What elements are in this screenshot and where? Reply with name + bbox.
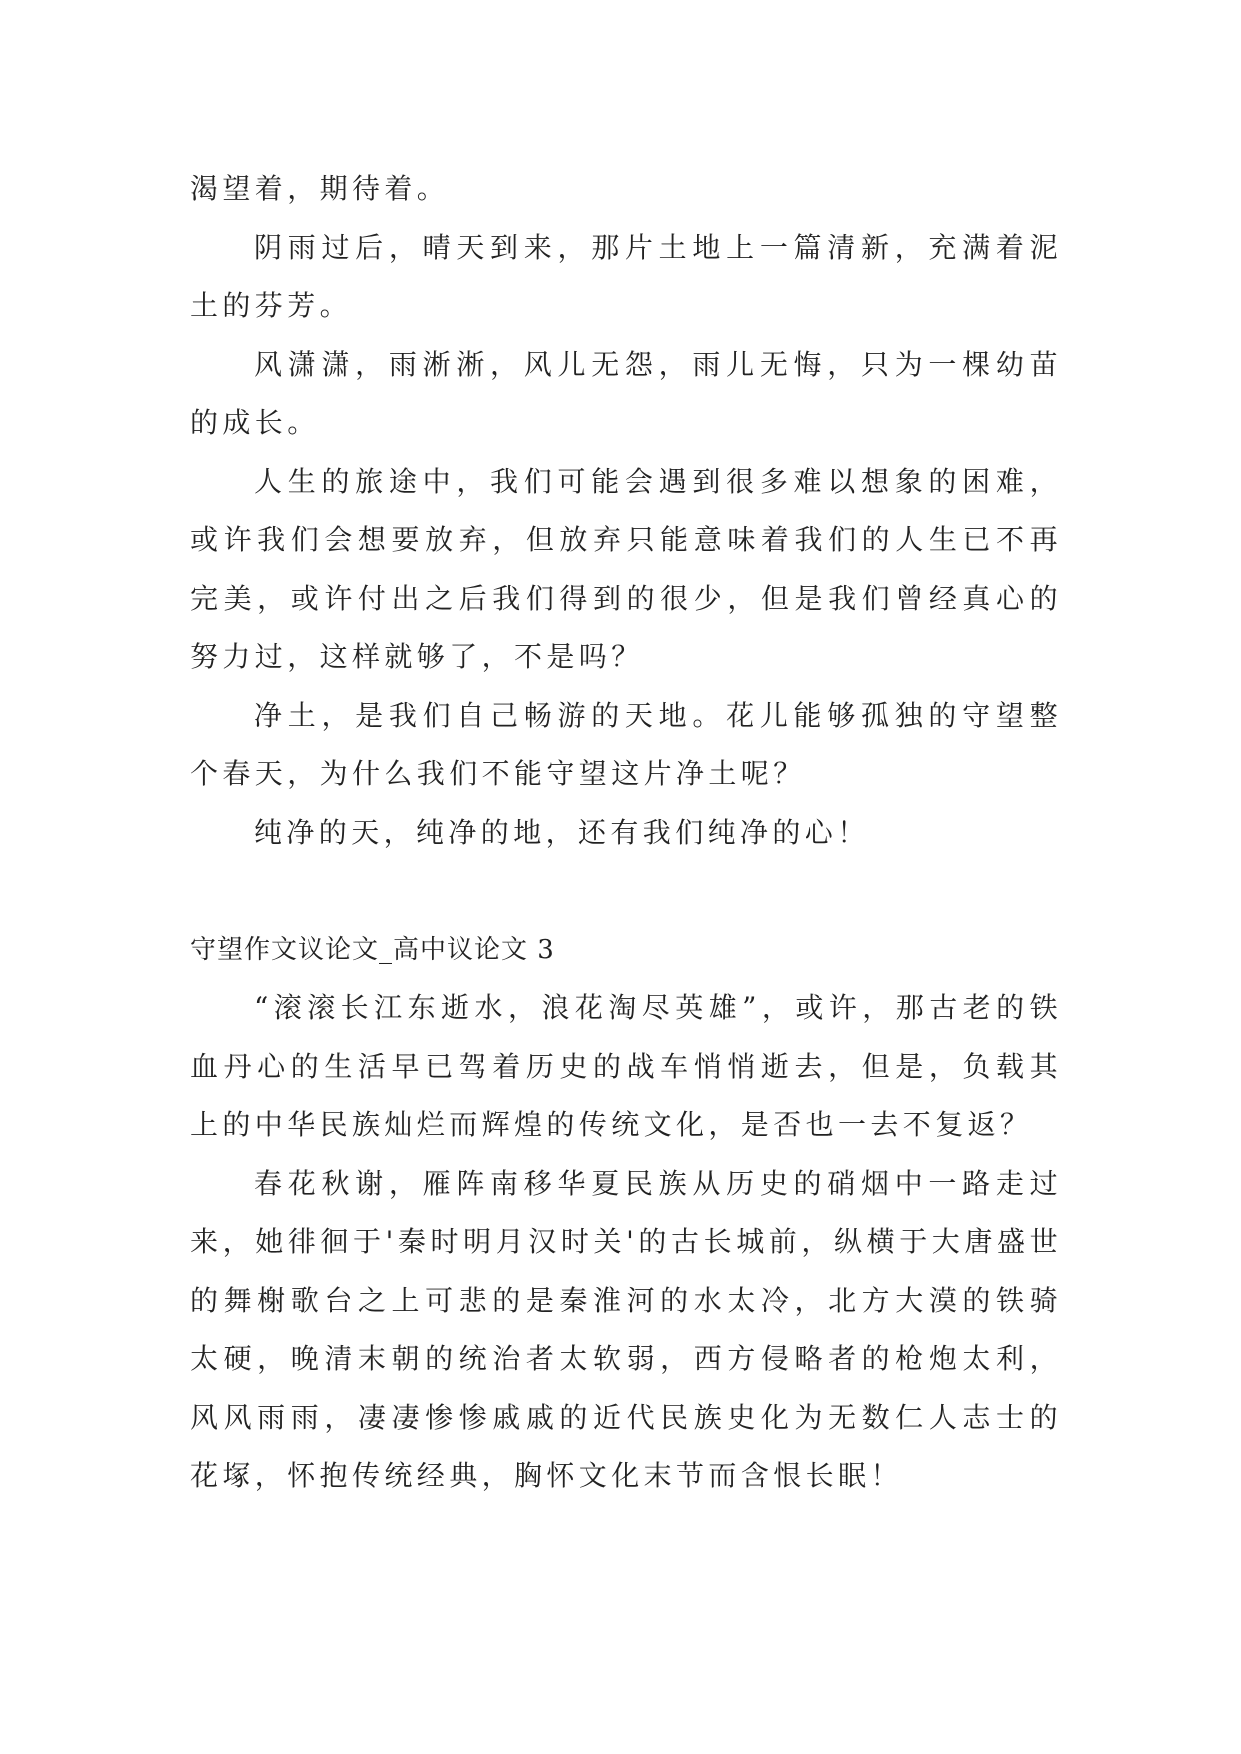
paragraph: 风潇潇，雨淅淅，风儿无怨，雨儿无悔，只为一棵幼苗的成长。 [190,347,1062,439]
paragraph: 人生的旅途中，我们可能会遇到很多难以想象的困难，或许我们会想要放弃，但放弃只能意味着我们的人生已不再完美，或许付出之后我们得到的很少，但是我们曾经真心的努力过，这样就够了，不是吗？ [190,464,1062,673]
paragraph: 阴雨过后，晴天到来，那片土地上一篇清新，充满着泥土的芬芳。 [190,230,1062,322]
paragraph: “滚滚长江东逝水，浪花淘尽英雄”，或许，那古老的铁血丹心的生活早已驾着历史的战车悄悄逝去，但是，负载其上的中华民族灿烂而辉煌的传统文化，是否也一去不复返？ [190,991,1062,1141]
paragraph-continuation: 渴望着，期待着。 [190,172,450,205]
paragraph: 春花秋谢，雁阵南移华夏民族从历史的硝烟中一路走过来，她徘徊于'秦时明月汉时关'的古长城前，纵横于大唐盛世的舞榭歌台之上可悲的是秦淮河的水太冷，北方大漠的铁骑太硬，晚清末朝的统治者太软弱，西方侵略者的枪炮太利，风风雨雨，凄凄惨惨戚戚的近代民族史化为无数仁人志士的花塚，怀抱传统经典，胸怀文化末节而含恨长眠！ [190,1166,1062,1492]
paragraph: 净土，是我们自己畅游的天地。花儿能够孤独的守望整个春天，为什么我们不能守望这片净土呢？ [190,698,1062,790]
section-gap [190,862,1062,921]
paragraph: 纯净的天，纯净的地，还有我们纯净的心！ [254,815,870,849]
section-heading: 守望作文议论文_高中议论文 3 [190,935,555,965]
document-page [190,160,1062,1506]
